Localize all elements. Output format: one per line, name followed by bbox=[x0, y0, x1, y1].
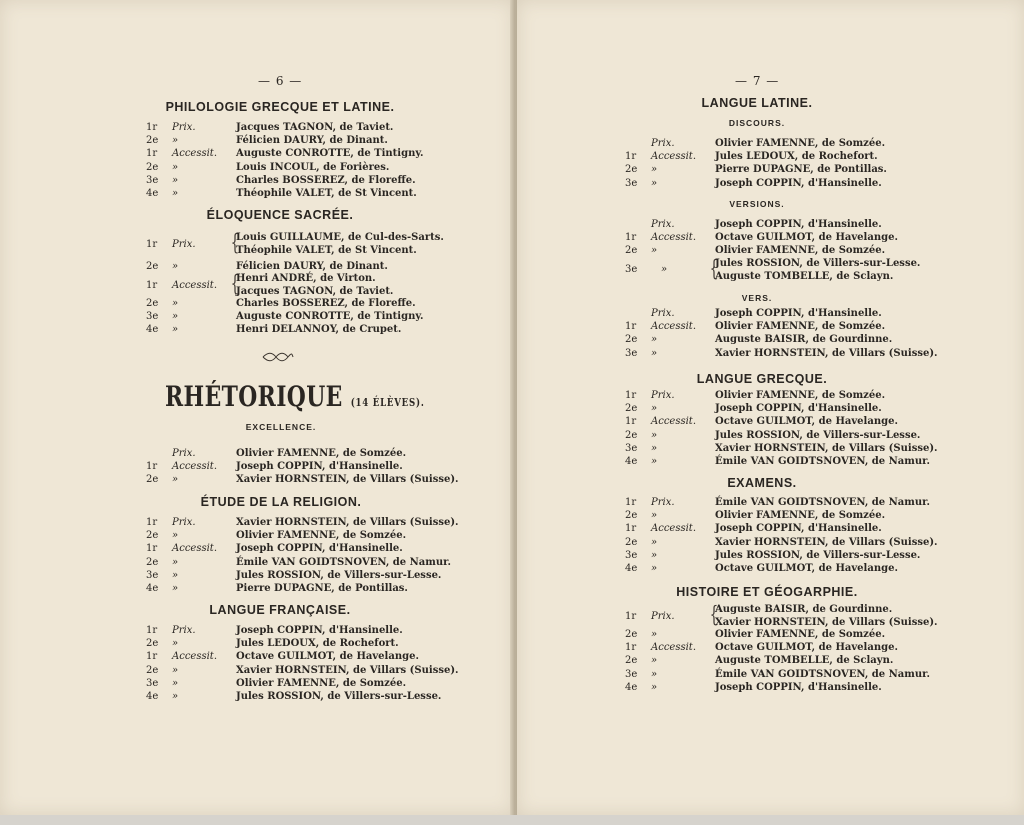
student-name: Xavier HORNSTEIN, de Villars (Suisse). bbox=[715, 536, 938, 548]
student-name: Xavier HORNSTEIN, de Villars (Suisse). bbox=[236, 474, 459, 486]
award: Accessit. bbox=[172, 461, 217, 473]
prize-group bbox=[625, 258, 925, 286]
rank: 1r bbox=[625, 416, 637, 428]
student-name: Auguste BAISIR, de Gourdinne. bbox=[715, 604, 893, 615]
student-name: Olivier FAMENNE, de Somzée. bbox=[715, 629, 886, 640]
rank: 3e bbox=[146, 311, 159, 323]
table-row bbox=[146, 638, 466, 652]
award: Prix. bbox=[651, 138, 675, 149]
student-name: Jules ROSSION, de Villers-sur-Lesse. bbox=[236, 691, 442, 702]
award: » bbox=[651, 655, 658, 667]
student-name: Jules LEDOUX, de Rochefort. bbox=[715, 151, 878, 163]
rank: 2e bbox=[625, 655, 638, 667]
rank: 1r bbox=[146, 625, 158, 636]
award: » bbox=[172, 161, 179, 173]
rank: 1r bbox=[625, 642, 637, 654]
rank: 2e bbox=[146, 638, 159, 650]
award: Accessit. bbox=[172, 148, 217, 160]
table-row bbox=[146, 583, 466, 597]
table-row bbox=[625, 138, 945, 152]
rank: 3e bbox=[625, 442, 638, 454]
table-row bbox=[625, 334, 945, 348]
table-row bbox=[625, 416, 945, 430]
student-name: Olivier FAMENNE, de Somzée. bbox=[715, 245, 886, 257]
award: » bbox=[651, 563, 658, 574]
section-title: LANGUE FRANÇAISE. bbox=[209, 603, 351, 617]
section-title: HISTOIRE ET GÉOGARPHIE. bbox=[676, 585, 858, 599]
student-name: Jules ROSSION, de Villers-sur-Lesse. bbox=[236, 569, 442, 581]
brace-icon: { bbox=[709, 603, 719, 628]
student-name: Octave GUILMOT, de Havelange. bbox=[715, 416, 898, 428]
student-name: Félicien DAURY, de Dinant. bbox=[236, 135, 388, 147]
student-name: Émile VAN GOIDTSNOVEN, de Namur. bbox=[715, 497, 930, 508]
rank: 1r bbox=[625, 232, 637, 244]
rank: 2e bbox=[625, 245, 638, 257]
page-number: — 7 — bbox=[735, 74, 780, 88]
rank: 3e bbox=[625, 668, 638, 680]
rank: 2e bbox=[146, 135, 159, 147]
rank: 2e bbox=[625, 429, 638, 441]
student-name: Émile VAN GOIDTSNOVEN, de Namur. bbox=[715, 456, 930, 467]
brace-icon: { bbox=[230, 231, 240, 256]
table-row bbox=[146, 665, 466, 679]
rank: 3e bbox=[625, 549, 638, 561]
student-name: Joseph COPPIN, d'Hansinelle. bbox=[715, 308, 882, 319]
rank: 1r bbox=[146, 280, 158, 291]
student-name: Auguste BAISIR, de Gourdinne. bbox=[715, 334, 893, 346]
rank: 3e bbox=[625, 177, 638, 189]
student-name: Jules ROSSION, de Villers-sur-Lesse. bbox=[715, 429, 921, 441]
student-name: Joseph COPPIN, d'Hansinelle. bbox=[715, 403, 882, 415]
section-subtitle: VERS. bbox=[741, 293, 773, 303]
table-row bbox=[146, 651, 466, 665]
student-name: Olivier FAMENNE, de Somzée. bbox=[715, 138, 886, 149]
student-name: Xavier HORNSTEIN, de Villars (Suisse). bbox=[236, 664, 459, 676]
table-row bbox=[625, 219, 945, 233]
rank: 3e bbox=[625, 264, 638, 275]
student-name: Auguste CONROTTE, de Tintigny. bbox=[236, 148, 424, 160]
student-name: Henri ANDRÉ, de Virton. bbox=[236, 273, 376, 284]
award: » bbox=[172, 474, 179, 486]
student-name: Jules LEDOUX, de Rochefort. bbox=[236, 638, 399, 650]
award: » bbox=[172, 664, 179, 676]
award: » bbox=[172, 311, 179, 323]
student-name: Joseph COPPIN, d'Hansinelle. bbox=[715, 177, 882, 189]
table-row bbox=[146, 474, 466, 488]
prize-group bbox=[146, 273, 446, 301]
table-row bbox=[625, 321, 945, 335]
rank: 2e bbox=[625, 536, 638, 548]
student-name: Félicien DAURY, de Dinant. bbox=[236, 261, 388, 272]
student-name: Xavier HORNSTEIN, de Villars (Suisse). bbox=[236, 517, 459, 528]
table-row bbox=[625, 443, 945, 457]
class-title bbox=[165, 380, 425, 413]
student-name: Émile VAN GOIDTSNOVEN, de Namur. bbox=[236, 556, 451, 568]
rank: 1r bbox=[146, 239, 158, 250]
student-name: Charles BOSSEREZ, de Floreffe. bbox=[236, 298, 416, 309]
class-name: RHÉTORIQUE bbox=[165, 380, 343, 413]
table-row bbox=[146, 461, 466, 475]
award: Accessit. bbox=[651, 151, 696, 163]
student-name: Pierre DUPAGNE, de Pontillas. bbox=[715, 164, 887, 176]
award: Prix. bbox=[172, 122, 196, 133]
rank: 2e bbox=[625, 403, 638, 415]
rank: 4e bbox=[146, 691, 159, 702]
table-row bbox=[625, 151, 945, 165]
award: Prix. bbox=[172, 239, 196, 250]
award: Prix. bbox=[651, 611, 675, 622]
award: Accessit. bbox=[172, 651, 217, 663]
student-name: Octave GUILMOT, de Havelange. bbox=[715, 232, 898, 244]
student-name: Olivier FAMENNE, de Somzée. bbox=[715, 321, 886, 333]
student-name: Octave GUILMOT, de Havelange. bbox=[236, 651, 419, 663]
award: Prix. bbox=[651, 219, 675, 230]
prize-group bbox=[146, 232, 446, 260]
student-name: Olivier FAMENNE, de Somzée. bbox=[236, 677, 407, 689]
section-title: PHILOLOGIE GRECQUE ET LATINE. bbox=[165, 100, 395, 114]
rank: 4e bbox=[625, 681, 638, 693]
award: Prix. bbox=[172, 448, 196, 459]
table-row bbox=[625, 456, 945, 470]
student-name: Olivier FAMENNE, de Somzée. bbox=[236, 530, 407, 542]
table-row bbox=[146, 557, 466, 571]
student-name: Olivier FAMENNE, de Somzée. bbox=[236, 448, 407, 459]
rank: 2e bbox=[146, 556, 159, 568]
student-name: Joseph COPPIN, d'Hansinelle. bbox=[715, 219, 882, 230]
award: » bbox=[172, 298, 179, 309]
table-row bbox=[625, 348, 945, 362]
student-name: Jules ROSSION, de Villers-sur-Lesse. bbox=[715, 549, 921, 561]
table-row bbox=[146, 530, 466, 544]
student-name: Olivier FAMENNE, de Somzée. bbox=[715, 510, 886, 522]
table-row bbox=[625, 497, 945, 511]
table-row bbox=[625, 655, 945, 669]
student-name: Xavier HORNSTEIN, de Villars (Suisse). bbox=[715, 442, 938, 454]
table-row bbox=[146, 324, 466, 338]
rank: 2e bbox=[146, 530, 159, 542]
table-row bbox=[146, 162, 466, 176]
award: Prix. bbox=[651, 308, 675, 319]
award: » bbox=[172, 638, 179, 650]
rank: 3e bbox=[146, 569, 159, 581]
student-name: Olivier FAMENNE, de Somzée. bbox=[715, 390, 886, 401]
table-row bbox=[625, 178, 945, 192]
ornament-icon bbox=[262, 352, 294, 362]
table-row bbox=[146, 517, 466, 531]
rank: 3e bbox=[146, 174, 159, 186]
award: » bbox=[172, 583, 179, 594]
student-name: Jacques TAGNON, de Taviet. bbox=[236, 122, 394, 133]
award: » bbox=[651, 347, 658, 359]
award: » bbox=[172, 569, 179, 581]
award: » bbox=[651, 536, 658, 548]
award: » bbox=[651, 681, 658, 693]
student-name: Théophile VALET, de St Vincent. bbox=[236, 245, 417, 256]
award: » bbox=[172, 556, 179, 568]
rank: 1r bbox=[146, 543, 158, 555]
student-name: Xavier HORNSTEIN, de Villars (Suisse). bbox=[715, 347, 938, 359]
award: » bbox=[661, 264, 668, 275]
award: » bbox=[651, 177, 658, 189]
student-name: Théophile VALET, de St Vincent. bbox=[236, 188, 417, 199]
section-title: ÉTUDE DE LA RELIGION. bbox=[200, 495, 362, 509]
section-subtitle: VERSIONS. bbox=[729, 199, 785, 209]
table-row bbox=[625, 682, 945, 696]
rank: 1r bbox=[625, 321, 637, 333]
rank: 1r bbox=[146, 651, 158, 663]
award: » bbox=[172, 261, 179, 272]
section-subtitle: DISCOURS. bbox=[728, 118, 786, 128]
page-number: — 6 — bbox=[258, 74, 303, 88]
table-row bbox=[625, 403, 945, 417]
section-title: EXAMENS. bbox=[727, 476, 797, 490]
table-row bbox=[146, 570, 466, 584]
brace-icon: { bbox=[230, 272, 240, 297]
table-row bbox=[625, 390, 945, 404]
student-name: Auguste TOMBELLE, de Sclayn. bbox=[715, 655, 894, 667]
table-row bbox=[146, 175, 466, 189]
table-row bbox=[146, 678, 466, 692]
rank: 2e bbox=[625, 629, 638, 640]
student-name: Xavier HORNSTEIN, de Villars (Suisse). bbox=[715, 617, 938, 628]
table-row bbox=[625, 430, 945, 444]
student-name: Pierre DUPAGNE, de Pontillas. bbox=[236, 583, 408, 594]
table-row bbox=[625, 164, 945, 178]
student-name: Jules ROSSION, de Villers-sur-Lesse. bbox=[715, 258, 921, 269]
student-name: Louis GUILLAUME, de Cul-des-Sarts. bbox=[236, 232, 444, 243]
table-row bbox=[146, 188, 466, 202]
award: » bbox=[172, 188, 179, 199]
rank: 2e bbox=[146, 474, 159, 486]
student-name: Octave GUILMOT, de Havelange. bbox=[715, 563, 898, 574]
award: Prix. bbox=[651, 390, 675, 401]
rank: 2e bbox=[146, 664, 159, 676]
award: Prix. bbox=[172, 517, 196, 528]
award: » bbox=[651, 549, 658, 561]
award: » bbox=[651, 668, 658, 680]
rank: 4e bbox=[625, 563, 638, 574]
award: Accessit. bbox=[651, 523, 696, 535]
award: Accessit. bbox=[172, 543, 217, 555]
award: » bbox=[651, 456, 658, 467]
student-name: Joseph COPPIN, d'Hansinelle. bbox=[236, 625, 403, 636]
table-row bbox=[146, 543, 466, 557]
student-name: Joseph COPPIN, d'Hansinelle. bbox=[715, 523, 882, 535]
table-row bbox=[146, 122, 466, 136]
award: » bbox=[172, 691, 179, 702]
award: » bbox=[172, 677, 179, 689]
rank: 4e bbox=[625, 456, 638, 467]
rank: 1r bbox=[146, 517, 158, 528]
award: Accessit. bbox=[651, 642, 696, 654]
rank: 2e bbox=[625, 510, 638, 522]
table-row bbox=[146, 135, 466, 149]
award: » bbox=[651, 334, 658, 346]
rank: 3e bbox=[146, 677, 159, 689]
table-row bbox=[146, 625, 466, 639]
award: » bbox=[651, 245, 658, 257]
table-row bbox=[625, 669, 945, 683]
rank: 2e bbox=[146, 261, 159, 272]
table-row bbox=[625, 563, 945, 577]
student-name: Henri DELANNOY, de Crupet. bbox=[236, 324, 402, 336]
award: » bbox=[172, 324, 179, 336]
table-row bbox=[146, 691, 466, 705]
student-name: Louis INCOUL, de Forières. bbox=[236, 161, 390, 173]
rank: 1r bbox=[625, 497, 637, 508]
rank: 4e bbox=[146, 188, 159, 199]
award: » bbox=[651, 164, 658, 176]
rank: 1r bbox=[625, 611, 637, 622]
award: Prix. bbox=[651, 497, 675, 508]
right-page bbox=[516, 0, 1024, 815]
award: Accessit. bbox=[651, 416, 696, 428]
award: Accessit. bbox=[172, 280, 217, 291]
student-name: Joseph COPPIN, d'Hansinelle. bbox=[236, 461, 403, 473]
student-name: Auguste TOMBELLE, de Sclayn. bbox=[715, 271, 894, 282]
student-name: Joseph COPPIN, d'Hansinelle. bbox=[715, 681, 882, 693]
section-subtitle: EXCELLENCE. bbox=[245, 422, 317, 432]
table-row bbox=[146, 298, 466, 312]
award: » bbox=[651, 429, 658, 441]
award: Accessit. bbox=[651, 321, 696, 333]
rank: 1r bbox=[146, 122, 158, 133]
award: » bbox=[651, 510, 658, 522]
award: Prix. bbox=[172, 625, 196, 636]
table-row bbox=[146, 148, 466, 162]
rank: 1r bbox=[146, 461, 158, 473]
section-title: ÉLOQUENCE SACRÉE. bbox=[206, 208, 354, 222]
award: » bbox=[172, 530, 179, 542]
rank: 3e bbox=[625, 347, 638, 359]
brace-icon: { bbox=[709, 257, 719, 282]
table-row bbox=[625, 308, 945, 322]
rank: 2e bbox=[146, 298, 159, 309]
rank: 1r bbox=[146, 148, 158, 160]
rank: 4e bbox=[146, 583, 159, 594]
student-name: Octave GUILMOT, de Havelange. bbox=[715, 642, 898, 654]
award: » bbox=[651, 403, 658, 415]
class-count: (14 ÉLÈVES). bbox=[350, 396, 425, 409]
section-title: LANGUE LATINE. bbox=[701, 96, 813, 110]
section-title: LANGUE GRECQUE. bbox=[696, 372, 828, 386]
award: » bbox=[651, 442, 658, 454]
table-row bbox=[146, 311, 466, 325]
student-name: Joseph COPPIN, d'Hansinelle. bbox=[236, 543, 403, 555]
rank: 2e bbox=[625, 334, 638, 346]
student-name: Jacques TAGNON, de Taviet. bbox=[236, 286, 394, 297]
award: » bbox=[651, 629, 658, 640]
table-row bbox=[625, 232, 945, 246]
table-row bbox=[625, 510, 945, 524]
student-name: Charles BOSSEREZ, de Floreffe. bbox=[236, 174, 416, 186]
table-row bbox=[625, 537, 945, 551]
table-row bbox=[625, 629, 945, 643]
rank: 1r bbox=[625, 523, 637, 535]
table-row bbox=[625, 642, 945, 656]
rank: 4e bbox=[146, 324, 159, 336]
award: » bbox=[172, 135, 179, 147]
prize-group bbox=[625, 603, 938, 632]
award: » bbox=[172, 174, 179, 186]
rank: 2e bbox=[625, 164, 638, 176]
award: Accessit. bbox=[651, 232, 696, 244]
table-row bbox=[146, 448, 466, 462]
table-row bbox=[625, 523, 945, 537]
table-row bbox=[625, 550, 945, 564]
student-name: Auguste CONROTTE, de Tintigny. bbox=[236, 311, 424, 323]
student-name: Émile VAN GOIDTSNOVEN, de Namur. bbox=[715, 668, 930, 680]
rank: 1r bbox=[625, 151, 637, 163]
rank: 1r bbox=[625, 390, 637, 401]
rank: 2e bbox=[146, 161, 159, 173]
left-page bbox=[0, 0, 515, 815]
